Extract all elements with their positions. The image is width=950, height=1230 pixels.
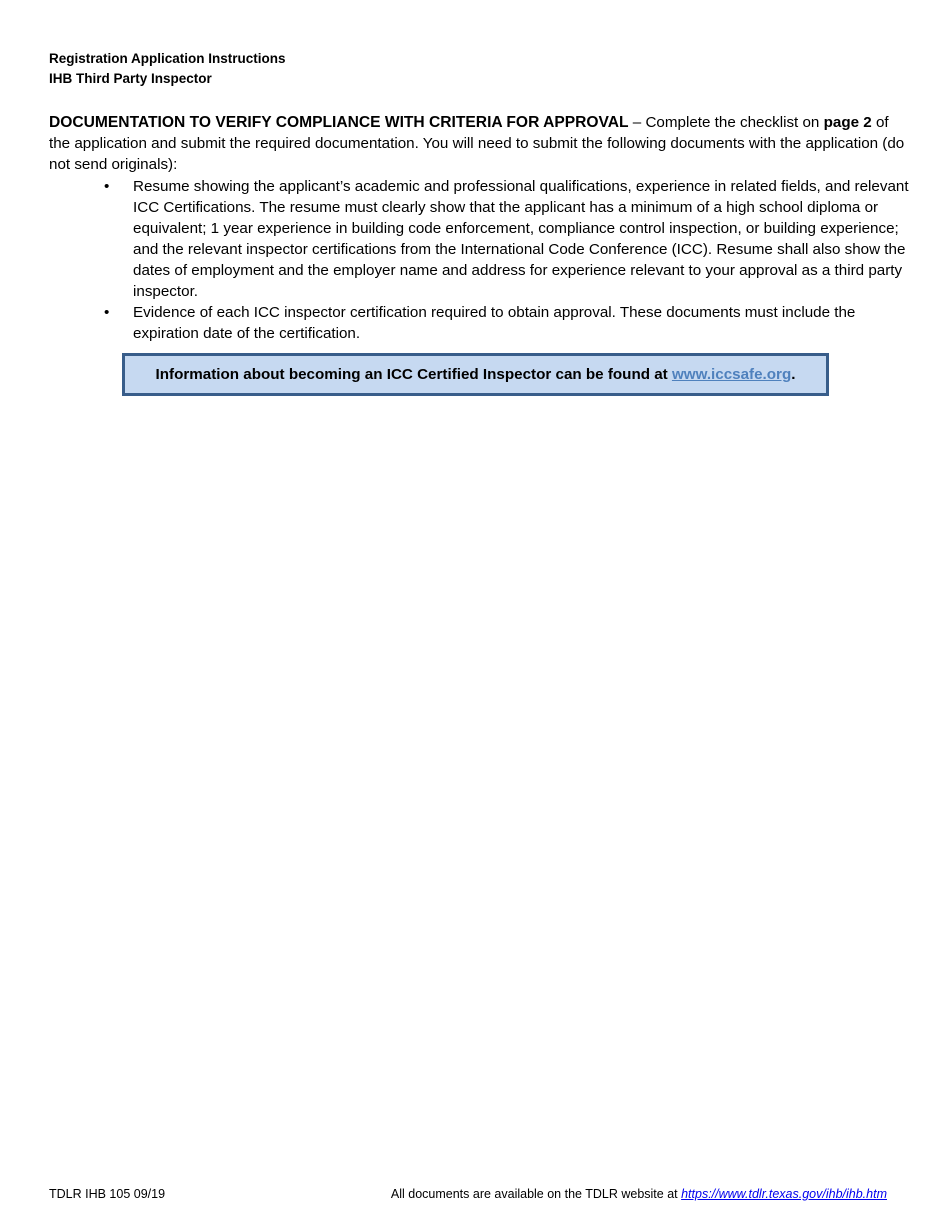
bullet-icon: • bbox=[104, 304, 110, 321]
header-title: Registration Application Instructions bbox=[49, 51, 286, 66]
iccsafe-link[interactable]: www.iccsafe.org bbox=[671, 366, 792, 383]
list-item bbox=[49, 302, 909, 344]
intro-bold-page-ref: page 2 bbox=[823, 114, 872, 131]
info-box-period: . bbox=[791, 366, 796, 383]
footer-form-id: TDLR IHB 105 09/19 bbox=[49, 1187, 166, 1201]
info-callout-box bbox=[122, 353, 829, 396]
list-item-text: Resume showing the applicant’s academic and professional qualifications, experience in related fields, and relevant ICC Certifications. The resume must clearly show that the applicant has a minimum of a high school diploma or equivalent; 1 year experience in building code enforcement, compliance control inspection, or building experience; and the relevant inspector certifications from the International Code Conference (ICC). Resume shall also show the dates of employment and the employer name and address for experience relevant to your approval as a third party inspector. bbox=[133, 178, 909, 300]
intro-paragraph bbox=[49, 112, 909, 175]
header-subtitle: IHB Third Party Inspector bbox=[49, 71, 212, 86]
intro-text-1: – Complete the checklist on bbox=[628, 114, 824, 131]
section-heading: DOCUMENTATION TO VERIFY COMPLIANCE WITH CRITERIA FOR APPROVAL bbox=[49, 114, 629, 131]
document-header bbox=[49, 49, 286, 89]
intro-text-2: of the application and submit the required documentation. You will need to submit the following documents with the application (do not send originals): bbox=[49, 114, 905, 173]
info-box-text: Information about becoming an ICC Certified Inspector can be found at bbox=[155, 366, 672, 383]
requirements-list bbox=[49, 176, 909, 344]
list-item-text: Evidence of each ICC inspector certification required to obtain approval. These documents must include the expiration date of the certification. bbox=[133, 304, 856, 342]
footer-availability bbox=[391, 1186, 887, 1202]
list-item bbox=[49, 176, 909, 302]
footer-availability-text: All documents are available on the TDLR website at bbox=[390, 1187, 682, 1201]
bullet-icon: • bbox=[104, 178, 110, 195]
tdlr-website-link[interactable]: https://www.tdlr.texas.gov/ihb/ihb.htm bbox=[681, 1187, 887, 1201]
